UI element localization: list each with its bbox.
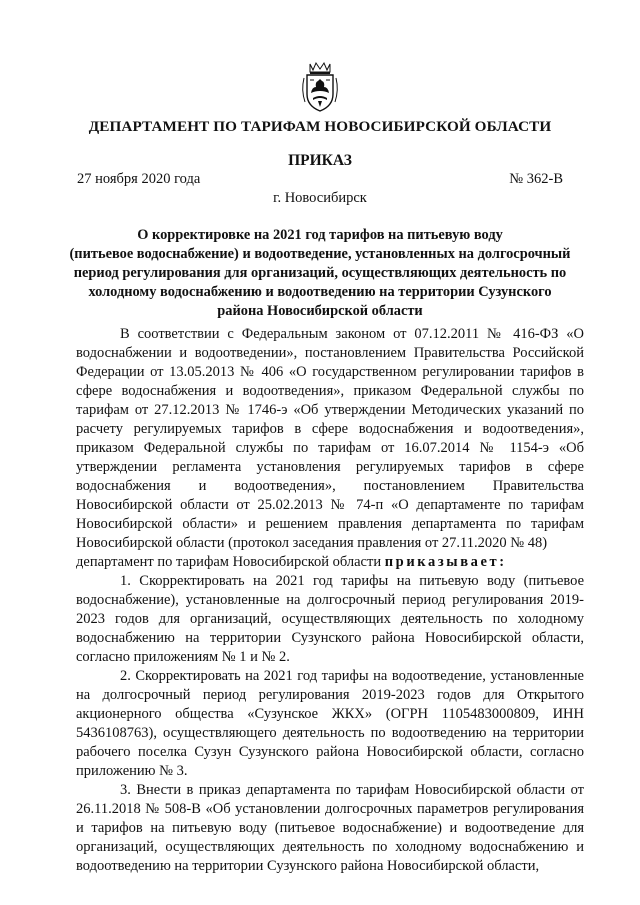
preamble-paragraph: В соответствии с Федеральным законом от 07.12.2011 № 416-ФЗ «О водоснабжении и водоотведении», постановлением Правительства Российской Федерации от 13.05.2013 № 406 «О государственном регулировании тарифов в сфере водоснабжения и водоотведения», приказом Федеральной службы по тарифам от 27.12.2013 № 1746-э «Об утверждении Методических указаний по расчету регулируемых тарифов в сфере водоснабжения и водоотведения», приказом Федеральной службы по тарифам от 16.07.2014 № 1154-э «Об утверждении регламента установления регулируемых тарифов в сфере водоснабжения и водоотведения», постановлением Правительства Новосибирской области от 25.02.2013 № 74-п «О департаменте по тарифам Новосибирской области» и решением правления департамента по тарифам Новосибирской области (протокол заседания правления от 27.11.2020 № 48) [76,326,584,551]
item-1-paragraph: 1. Скорректировать на 2021 год тарифы на питьевую воду (питьевое водоснабжение), установленные на долгосрочный период регулирования 2019-2023 годов для организаций, осуществляющих деятельность по холодному водоснабжению на территории Сузунского района Новосибирской области, согласно приложениям № 1 и № 2. [76,573,584,665]
document-type: ПРИКАЗ [288,152,352,169]
subject-line: района Новосибирской области [217,303,423,319]
order-paragraph [76,553,584,572]
order-word: приказывает: [384,554,507,570]
subject-line: период регулирования для организаций, осуществляющих деятельность по [73,265,567,281]
document-body [76,325,584,876]
item-3-paragraph: 3. Внести в приказ департамента по тарифам Новосибирской области от 26.11.2018 № 508-В «Об установлении долгосрочных параметров регулирования и тарифов на питьевую воду (питьевое водоснабжение) и водоотведение для организаций, осуществляющих деятельность по холодному водоснабжению и водоотведению на территории Сузунского района Новосибирской области, [76,782,584,874]
subject-line: (питьевое водоснабжение) и водоотведение, установленных на долгосрочный [69,246,571,262]
document-subject [66,226,574,321]
subject-line: холодному водоснабжению и водоотведению на территории Сузунского [88,284,552,300]
document-city: г. Новосибирск [273,190,367,206]
department-name: ДЕПАРТАМЕНТ ПО ТАРИФАМ НОВОСИБИРСКОЙ ОБЛАСТИ [88,118,552,135]
document-date: 27 ноября 2020 года [77,171,201,187]
coat-of-arms-icon [298,60,342,114]
item-2-paragraph: 2. Скорректировать на 2021 год тарифы на водоотведение, установленные на долгосрочный период регулирования 2019-2023 годов для Открытого акционерного общества «Сузунское ЖКХ» (ОГРН 1105483000809, ИНН 5436108763), осуществляющего деятельность по водоотведению на территории рабочего поселка Сузун Сузунского района Новосибирской области, согласно приложению № 3. [76,668,584,779]
subject-line: О корректировке на 2021 год тарифов на питьевую воду [137,227,503,243]
document-number: № 362-В [509,171,563,187]
order-intro: департамент по тарифам Новосибирской области [76,554,382,570]
